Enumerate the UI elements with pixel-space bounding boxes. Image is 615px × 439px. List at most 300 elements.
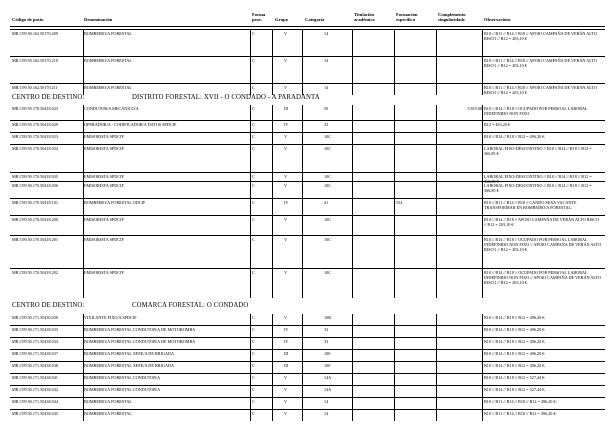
column-divider xyxy=(272,121,273,132)
column-divider xyxy=(436,30,437,56)
row-rule xyxy=(10,198,605,199)
cell-code: MR.C99.50.171.50430.030 xyxy=(12,315,58,320)
column-divider xyxy=(394,338,395,349)
column-divider xyxy=(272,105,273,120)
cell-code: MR.C99.50.171.50438.033 xyxy=(12,327,58,332)
column-divider xyxy=(250,133,251,144)
cell-forma: C xyxy=(252,399,255,404)
cell-grupo: V xyxy=(284,217,288,222)
cell-code: MR.C99.50.170.50418.036 xyxy=(12,183,58,188)
cell-obs: B12 = 463,20 € xyxy=(484,122,511,127)
center-label: CENTRO DE DESTINO: xyxy=(12,302,85,309)
column-divider xyxy=(250,314,251,325)
cell-den: BOMBEIRO/A FORESTAL xyxy=(84,411,132,416)
row-rule xyxy=(10,349,605,350)
column-divider xyxy=(250,173,251,181)
column-divider xyxy=(352,182,353,198)
cell-den: CONDUTOR/A MECÁNICO/A xyxy=(84,106,139,111)
cell-obs: B10 // B14 // B18 // OCUPADO POR PERSOAL LABORAL INDEFINIDO NON FIXO // APOIO CAMPAÑA DE VERÁN ALTO RISCO // B12 = 203,10 €. xyxy=(484,237,602,253)
column-divider xyxy=(272,145,273,172)
column-divider xyxy=(272,269,273,298)
column-divider xyxy=(482,84,483,95)
cell-forma: C xyxy=(252,31,255,36)
column-divider xyxy=(272,236,273,268)
column-divider xyxy=(352,386,353,397)
cell-forma: C xyxy=(252,217,255,222)
cell-code: MR.C99.50.162.50170.210 xyxy=(12,58,58,63)
cell-forma: C xyxy=(252,134,255,139)
header-forma-1: Forma xyxy=(252,12,266,17)
column-divider xyxy=(272,362,273,373)
cell-den: BOMBEIRO/A FORESTAL xyxy=(84,399,132,404)
column-divider xyxy=(482,314,483,325)
column-divider xyxy=(250,350,251,361)
column-divider xyxy=(482,362,483,373)
cell-code: MR.C99.50.170.50418.201 xyxy=(12,237,58,242)
column-divider xyxy=(352,374,353,385)
cell-cat: 100 xyxy=(324,351,331,356)
cell-forma: C xyxy=(252,58,255,63)
row-rule xyxy=(10,373,605,374)
column-divider xyxy=(394,386,395,397)
cell-forma: C xyxy=(252,339,255,344)
table-row xyxy=(0,325,615,337)
cell-den: BOMBEIRO/A FORESTAL xyxy=(84,31,132,36)
table-row xyxy=(0,385,615,397)
column-divider xyxy=(394,84,395,95)
cell-code: MR.C99.50.162.50170.209 xyxy=(12,31,58,36)
column-divider xyxy=(272,326,273,337)
column-divider xyxy=(250,216,251,235)
section-center-header xyxy=(12,94,320,102)
cell-cat: 33 xyxy=(324,327,329,332)
cell-grupo: V xyxy=(284,134,288,139)
cell-forma: C xyxy=(252,85,255,90)
column-divider xyxy=(394,105,395,120)
cell-grupo: V xyxy=(284,31,288,36)
cell-obs: B10 // B14 // B18 // APOIO CAMPAÑA DE VERÁN ALTO RISCO // B12 = 203,10 €. xyxy=(484,217,600,228)
cell-den: EMISORISTA SPDCIF xyxy=(84,183,124,188)
table-row xyxy=(0,132,615,144)
cell-den: BOMBEIRO/A FORESTAL CONDUTOR/A DE MOTOBOMBA xyxy=(84,327,196,332)
table-row xyxy=(0,337,615,349)
column-divider xyxy=(250,182,251,198)
cell-grupo: III xyxy=(284,363,289,368)
column-divider xyxy=(272,386,273,397)
cell-code: MR.C99.50.171.50438.038 xyxy=(12,363,58,368)
header-codigo: Código de posto xyxy=(12,17,44,22)
column-divider xyxy=(250,338,251,349)
center-value: DISTRITO FORESTAL: XVII - O CONDADO - A PARADANTA xyxy=(132,94,320,101)
column-divider xyxy=(482,173,483,181)
cell-forma: C xyxy=(252,106,255,111)
section-center-header xyxy=(12,302,248,310)
table-row xyxy=(0,409,615,421)
column-divider xyxy=(436,133,437,144)
cell-code: MR.C99.50.162.50170.211 xyxy=(12,85,58,90)
column-divider xyxy=(302,410,303,421)
column-divider xyxy=(352,105,353,120)
cell-grupo: IV xyxy=(284,122,289,127)
column-divider xyxy=(482,121,483,132)
header-forma-2: prov. xyxy=(252,17,262,22)
cell-comp: 5.819,08 xyxy=(467,106,482,111)
cell-cat: 100 xyxy=(324,363,331,368)
column-divider xyxy=(436,216,437,235)
column-divider xyxy=(436,173,437,181)
column-divider xyxy=(352,362,353,373)
cell-code: MR.C99.50.170.50418.035 xyxy=(12,174,58,179)
table-row xyxy=(0,120,615,132)
column-divider xyxy=(272,398,273,409)
column-divider xyxy=(302,199,303,215)
cell-obs: B10 // B14 // B18 // B12 = 496,20 €. xyxy=(484,339,546,344)
column-divider xyxy=(394,145,395,172)
cell-code: MR.C99.50.171.50438.044 xyxy=(12,399,58,404)
cell-grupo: V xyxy=(284,270,288,275)
row-rule xyxy=(10,83,605,84)
cell-obs: LABORAL FIXO-DESCONTINO // B10 // B14 // B18 // B12 = 366,85 € xyxy=(484,183,592,194)
column-divider xyxy=(436,145,437,172)
column-divider xyxy=(394,326,395,337)
column-divider xyxy=(482,133,483,144)
column-divider xyxy=(352,173,353,181)
column-divider xyxy=(394,121,395,132)
row-rule xyxy=(10,385,605,386)
cell-grupo: III xyxy=(284,106,289,111)
column-divider xyxy=(272,173,273,181)
cell-den: BOMBEIRO/A FORESTAL CONDUTOR/A xyxy=(84,387,161,392)
cell-forma: C xyxy=(252,174,255,179)
column-divider xyxy=(352,338,353,349)
cell-code: MR.C99.50.170.50418.200 xyxy=(12,217,58,222)
row-rule xyxy=(10,325,605,326)
cell-obs: B10 // B14 // B18 // B12 = 496,20 €. xyxy=(484,363,546,368)
cell-obs: B10 // B14 // B18 // B12 = 527,44 €. xyxy=(484,387,546,392)
cell-forma: C xyxy=(252,375,255,380)
row-rule xyxy=(10,144,605,145)
table-row xyxy=(0,198,615,215)
column-divider xyxy=(482,326,483,337)
cell-cat: 10B xyxy=(324,315,331,320)
column-divider xyxy=(482,374,483,385)
cell-cat: 14 xyxy=(324,399,329,404)
column-divider xyxy=(352,269,353,298)
column-divider xyxy=(250,30,251,56)
column-divider xyxy=(436,199,437,215)
column-divider xyxy=(482,398,483,409)
cell-obs: LABORAL FIXO-DESCONTINO // B10 // B14 // B18 // B12 = 366,85 € xyxy=(484,174,592,185)
cell-code: MR.C99.50.170.50418.023 xyxy=(12,106,58,111)
column-divider xyxy=(482,105,483,120)
column-divider xyxy=(302,236,303,268)
row-rule xyxy=(10,172,605,173)
column-divider xyxy=(352,236,353,268)
cell-forma: C xyxy=(252,411,255,416)
column-divider xyxy=(394,350,395,361)
cell-grupo: V xyxy=(284,387,288,392)
column-divider xyxy=(352,410,353,421)
cell-den: EMISORISTA SPDCIF xyxy=(84,270,124,275)
cell-code: MR.C99.50.170.50418.033 xyxy=(12,134,58,139)
column-divider xyxy=(302,173,303,181)
header-observaciones: Observacións xyxy=(484,17,511,22)
cell-cat: 10C xyxy=(324,183,331,188)
column-divider xyxy=(482,30,483,56)
row-rule xyxy=(10,29,605,30)
cell-cat: 41 xyxy=(324,200,329,205)
cell-cat: 14 xyxy=(324,31,329,36)
row-rule xyxy=(10,181,605,182)
cell-den: BOMBEIRO/A FORESTAL CONDUTOR/A xyxy=(84,375,161,380)
table-row xyxy=(0,373,615,385)
cell-forma: C xyxy=(252,183,255,188)
column-divider xyxy=(250,57,251,83)
cell-grupo: V xyxy=(284,375,288,380)
header-complemento-1: Complemento xyxy=(438,12,466,17)
column-divider xyxy=(394,199,395,215)
column-divider xyxy=(482,182,483,198)
center-label: CENTRO DE DESTINO: xyxy=(12,94,85,101)
column-divider xyxy=(436,338,437,349)
table-row xyxy=(0,349,615,361)
column-divider xyxy=(250,374,251,385)
header-categoria: Categoría xyxy=(305,17,325,22)
cell-forma: C xyxy=(252,146,255,151)
table-row xyxy=(0,235,615,268)
cell-code: MR.C99.50.170.50418.029 xyxy=(12,122,58,127)
cell-grupo: IV xyxy=(284,200,289,205)
column-divider xyxy=(436,182,437,198)
column-divider xyxy=(482,199,483,215)
cell-obs: B10 // B14 // B18 // B12 = 496,20 €. xyxy=(484,315,546,320)
column-divider xyxy=(272,350,273,361)
column-divider xyxy=(302,145,303,172)
row-rule xyxy=(10,268,605,269)
column-divider xyxy=(250,398,251,409)
row-rule xyxy=(10,56,605,57)
cell-code: MR.C99.50.171.50438.034 xyxy=(12,339,58,344)
header-titulacion-2: académica xyxy=(354,17,375,22)
cell-forma: C xyxy=(252,351,255,356)
column-divider xyxy=(302,216,303,235)
column-divider xyxy=(394,269,395,298)
column-divider xyxy=(250,362,251,373)
column-divider xyxy=(482,57,483,83)
column-divider xyxy=(394,374,395,385)
column-divider xyxy=(272,338,273,349)
column-divider xyxy=(436,374,437,385)
column-divider xyxy=(352,398,353,409)
cell-cat: 10C xyxy=(324,217,331,222)
column-divider xyxy=(272,410,273,421)
cell-obs: B10 // B11 // B14 // B18 // APOIO CAMPAÑA DE VERÁN ALTO RISCO // B12 = 203,10 € xyxy=(484,31,597,42)
column-divider xyxy=(302,314,303,325)
cell-cat: 14 xyxy=(324,85,329,90)
cell-obs: B10 // B14 // B18 // B12 = 496,20 €. xyxy=(484,134,546,139)
column-divider xyxy=(250,105,251,120)
column-divider xyxy=(352,314,353,325)
column-divider xyxy=(352,145,353,172)
row-rule xyxy=(10,235,605,236)
cell-obs: B10 // B14 // B18 // OCUPADO POR PERSOAL LABORAL INDEFINIDO NON FIXO // APOIO CAMPAÑA DE VERÁN ALTO RISCO // B12 = 203,10 €. xyxy=(484,270,602,286)
table-row xyxy=(0,181,615,198)
column-divider xyxy=(272,133,273,144)
cell-obs: B10 // B14 // B18 // B12 = 496,20 €. xyxy=(484,327,546,332)
header-formacion-2: específica xyxy=(396,17,415,22)
cell-cat: 10C xyxy=(324,134,331,139)
cell-forma: C xyxy=(252,270,255,275)
cell-grupo: V xyxy=(284,399,288,404)
column-divider xyxy=(302,386,303,397)
column-divider xyxy=(352,121,353,132)
column-divider xyxy=(436,350,437,361)
cell-den: BOMBEIRO/A FORESTAL XEFE/A DE BRIGADA xyxy=(84,363,175,368)
column-divider xyxy=(394,362,395,373)
table-row xyxy=(0,29,615,56)
cell-grupo: IV xyxy=(284,327,289,332)
cell-forma: C xyxy=(252,122,255,127)
cell-den: BOMBEIRO/A FORESTAL ODCIF xyxy=(84,200,146,205)
header-grupo: Grupo xyxy=(275,17,289,22)
cell-forma: C xyxy=(252,315,255,320)
column-divider xyxy=(272,30,273,56)
column-divider xyxy=(250,410,251,421)
cell-den: EMISORISTA SPDCIF xyxy=(84,237,124,242)
cell-obs: B10 // B11 // B14 // B18 // APOIO CAMPAÑA DE VERÁN ALTO RISCO // B12 = 203,10 € xyxy=(484,58,597,69)
cell-den: BOMBEIRO/A FORESTAL xyxy=(84,85,132,90)
cell-obs: B10 // B14 // B18 // B12 = 527,44 €. xyxy=(484,375,546,380)
column-divider xyxy=(302,350,303,361)
column-divider xyxy=(482,386,483,397)
cell-code: MR.C99.50.170.50418.034 xyxy=(12,146,58,151)
header-rule xyxy=(10,26,605,27)
cell-obs: B10 // B11 // B14 // B18 // B12 = 496,20 €. xyxy=(484,411,557,416)
column-divider xyxy=(482,269,483,298)
cell-cat: 33 xyxy=(324,339,329,344)
cell-forma: C xyxy=(252,363,255,368)
table-row xyxy=(0,215,615,235)
column-divider xyxy=(394,30,395,56)
row-rule xyxy=(10,409,605,410)
column-divider xyxy=(436,398,437,409)
cell-den: BOMBEIRO/A FORESTAL XEFE/A DE BRIGADA xyxy=(84,351,175,356)
cell-den: BOMBEIRO/A FORESTAL xyxy=(84,58,132,63)
column-divider xyxy=(302,269,303,298)
column-divider xyxy=(302,57,303,83)
cell-den: BOMBEIRO/A FORESTAL CONDUTOR/A DE MOTOBOMBA xyxy=(84,339,196,344)
cell-code: MR.C99.50.171.50438.037 xyxy=(12,351,58,356)
header-formacion-1: Formación xyxy=(396,12,418,17)
cell-forma: C xyxy=(252,327,255,332)
cell-grupo: IV xyxy=(284,339,289,344)
column-divider xyxy=(436,386,437,397)
column-divider xyxy=(482,410,483,421)
column-divider xyxy=(436,105,437,120)
cell-cat: 14 xyxy=(324,58,329,63)
column-divider xyxy=(352,350,353,361)
column-divider xyxy=(352,133,353,144)
cell-den: EMISORISTA SPDCIF xyxy=(84,134,124,139)
row-rule xyxy=(10,132,605,133)
cell-grupo: III xyxy=(284,351,289,356)
header-complemento-2: singularidade xyxy=(438,17,465,22)
column-divider xyxy=(250,326,251,337)
column-divider xyxy=(394,133,395,144)
table-row xyxy=(0,397,615,409)
cell-cat: 14 xyxy=(324,411,329,416)
column-divider xyxy=(250,236,251,268)
cell-obs: LABORAL FIXO-DESCONTINO // B10 // B14 // B18 // B12 = 366,85 € xyxy=(484,146,592,157)
column-divider xyxy=(482,236,483,268)
cell-cat: 10C xyxy=(324,237,331,242)
cell-code: MR.C99.50.171.50438.045 xyxy=(12,411,58,416)
cell-grupo: V xyxy=(284,146,288,151)
cell-den: EMISORISTA SPDCIF xyxy=(84,217,124,222)
column-divider xyxy=(272,199,273,215)
cell-code: MR.C99.50.170.50418.202 xyxy=(12,270,58,275)
cell-cat: 50 xyxy=(324,106,329,111)
column-divider xyxy=(482,350,483,361)
column-divider xyxy=(394,182,395,198)
cell-grupo: V xyxy=(284,237,288,242)
cell-obs: B10 // B11 // B14 // B18 // APOIO CAMPAÑA DE VERÁN ALTO RISCO // B12 = 203,10 € xyxy=(484,85,597,96)
cell-cat: 10C xyxy=(324,270,331,275)
column-divider xyxy=(394,314,395,325)
column-divider xyxy=(352,30,353,56)
column-divider xyxy=(302,121,303,132)
row-rule xyxy=(10,120,605,121)
cell-forma: C xyxy=(252,200,255,205)
table-row xyxy=(0,313,615,325)
column-divider xyxy=(394,398,395,409)
column-divider xyxy=(482,145,483,172)
cell-cat: 32 xyxy=(324,122,329,127)
cell-obs: B10 // B14 // B18 // B12 = 496,20 €. xyxy=(484,351,546,356)
column-divider xyxy=(302,362,303,373)
column-divider xyxy=(250,269,251,298)
cell-obs: B10 // B14 // B18 // OCUPADO POR PERSOAL LABORAL INDEFINIDO NON FIXO. xyxy=(484,106,588,117)
column-divider xyxy=(250,386,251,397)
column-divider xyxy=(394,216,395,235)
cell-form: 554 xyxy=(396,200,403,205)
column-divider xyxy=(250,145,251,172)
column-divider xyxy=(352,216,353,235)
column-divider xyxy=(482,338,483,349)
column-divider xyxy=(394,57,395,83)
center-value: COMARCA FORESTAL: O CONDADO xyxy=(132,302,249,309)
column-divider xyxy=(302,30,303,56)
column-divider xyxy=(436,314,437,325)
cell-grupo: V xyxy=(284,85,288,90)
column-divider xyxy=(394,236,395,268)
column-divider xyxy=(394,410,395,421)
column-divider xyxy=(436,362,437,373)
cell-obs: B10 // B11 // B14 // B18 // B12 = 496,20 €. xyxy=(484,399,557,404)
row-rule xyxy=(10,397,605,398)
column-divider xyxy=(436,84,437,95)
column-divider xyxy=(302,374,303,385)
row-rule xyxy=(10,215,605,216)
cell-code: MR.C99.50.170.50418.101 xyxy=(12,200,58,205)
column-divider xyxy=(250,199,251,215)
column-divider xyxy=(352,57,353,83)
cell-den: OPERADOR/A - CODIFICADOR/A DATOS SPDCIF xyxy=(84,122,177,127)
column-divider xyxy=(302,398,303,409)
cell-grupo: V xyxy=(284,411,288,416)
cell-cat: 10C xyxy=(324,174,331,179)
column-divider xyxy=(482,216,483,235)
